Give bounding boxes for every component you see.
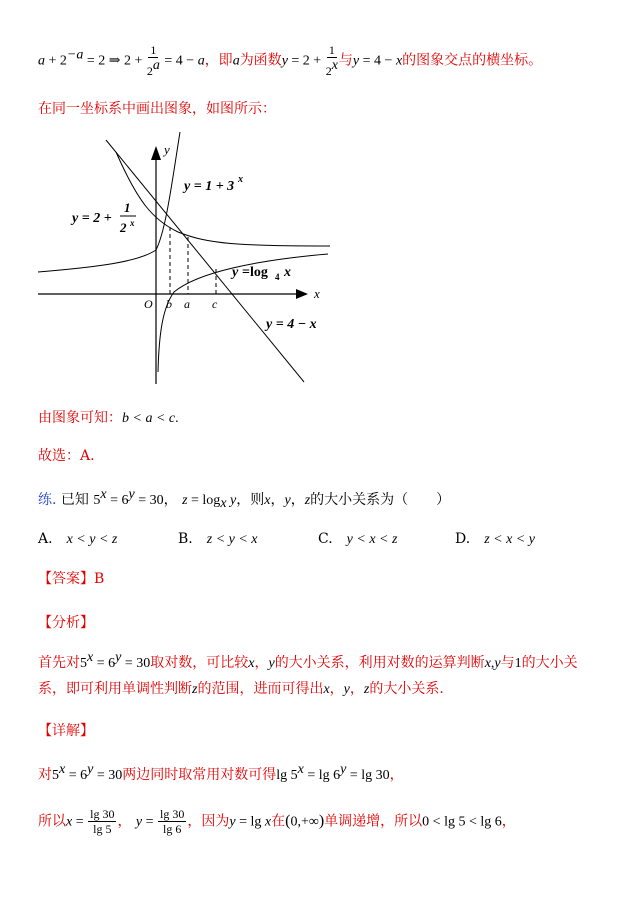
detail-text: 单调递增，所以 xyxy=(324,813,423,830)
tick-c-label: c xyxy=(212,297,218,311)
svg-text:y = 1 + 3: y = 1 + 3 xyxy=(184,179,235,194)
label-exp xyxy=(182,174,243,194)
option-letter: C. xyxy=(318,531,333,547)
derivation-line: $a + 2^{-a} = 2$ ⇒ 2 + $\frac{1}{2^a}$ = 4 − a，即a为函数y = 2 + $\frac{1}{2^x}$ 与y = 4 − x的图象交点的横坐标。 xyxy=(38,43,543,78)
analysis-text: 首先对 xyxy=(38,655,80,671)
svg-text:x: x xyxy=(284,265,291,280)
option-expr: y < x < z xyxy=(346,532,398,547)
analysis-text: 系，即可利用单调性判断 xyxy=(38,681,192,697)
detail-text: 所以 xyxy=(38,813,66,830)
svg-text:y = 4 − x: y = 4 − x xyxy=(266,317,317,332)
label-log xyxy=(230,265,291,282)
label-line xyxy=(264,317,317,332)
svg-text:x: x xyxy=(238,174,243,185)
text-segment: ，即 xyxy=(204,52,233,69)
axis-x-label: x xyxy=(314,286,320,301)
analysis-label: 【分析】 xyxy=(38,615,94,631)
analysis-text: 的大小关系. xyxy=(369,681,444,697)
svg-text:4: 4 xyxy=(275,272,280,282)
conclusion-line: 由图象可知：b < a < c. xyxy=(38,410,179,426)
text-segment: 为函数 xyxy=(239,52,282,69)
label-frac xyxy=(70,200,136,235)
tick-b-label: b xyxy=(166,297,172,311)
detail-line-1: 对$5^x = 6^y = 30$两边同时取常用对数可得$\lg 5^x = \lg 6^y = \lg 30$， xyxy=(38,762,404,783)
analysis-text: 取对数，可比较 xyxy=(150,655,249,671)
tick-a-label: a xyxy=(184,297,190,311)
svg-text:x: x xyxy=(130,218,135,228)
svg-text:=log: =log xyxy=(242,265,268,280)
option-expr: x < y < z xyxy=(66,532,118,547)
analysis-text: 与 xyxy=(500,655,515,671)
analysis-line-1: 首先对$5^x = 6^y = 30$取对数，可比较x，y的大小关系，利用对数的运算判断x,y与1的大小关 xyxy=(38,650,578,671)
option-a[interactable] xyxy=(38,528,117,548)
detail-text: 在 xyxy=(271,813,286,830)
exercise-text: ，则 xyxy=(236,492,265,508)
axis-y-label: y xyxy=(164,142,170,157)
analysis-text: 的大小关 xyxy=(521,655,578,671)
inequality: b < a < c xyxy=(122,411,176,426)
exercise-text: 已知 xyxy=(60,492,89,508)
option-letter: D. xyxy=(455,531,471,547)
analysis-text: 的大小关系，利用对数的运算判断 xyxy=(274,655,485,671)
answer-label: 【答案】B xyxy=(38,571,105,587)
detail-text: 两边同时取常用对数可得 xyxy=(122,767,277,783)
option-letter: A. xyxy=(38,531,53,547)
exercise-line: 练. 已知 $5^x = 6^y = 30$， $z = \log_x y$，则x，y，z的大小关系为（ ） xyxy=(38,487,451,511)
svg-text:y = 2 +: y = 2 + xyxy=(72,211,112,226)
option-expr: z < x < y xyxy=(484,532,535,547)
svg-text:y: y xyxy=(232,265,239,280)
text-segment: 的图象交点的横坐标。 xyxy=(402,52,543,69)
detail-line-2: 所以x = $\frac{\lg 30}{\lg 5}$ ， y = $\frac{\lg 30}{\lg 6}$ ，因为y = lg x在(0,+∞)单调递增，所以0 < lg 5 < lg 6， xyxy=(38,807,516,836)
option-c[interactable] xyxy=(318,528,397,548)
x-axis-arrow xyxy=(296,289,308,299)
choice-line: 故选：A. xyxy=(38,448,95,464)
curve-exp xyxy=(38,132,180,272)
option-b[interactable] xyxy=(178,528,258,548)
analysis-line-2: 系，即可利用单调性判断z的范围，进而可得出x，y，z的大小关系. xyxy=(38,681,444,697)
curve-frac xyxy=(116,152,330,246)
conclusion-text: 由图象可知： xyxy=(38,410,122,426)
function-graph xyxy=(38,132,338,384)
y-axis-arrow xyxy=(151,146,161,160)
line-decreasing xyxy=(106,140,304,382)
option-d[interactable] xyxy=(455,528,535,548)
graph-intro: 在同一坐标系中画出图象，如图所示： xyxy=(38,101,276,117)
svg-text:2: 2 xyxy=(120,220,127,235)
option-expr: z < y < x xyxy=(206,532,258,547)
detail-text: 因为 xyxy=(201,813,230,830)
detail-text: 对 xyxy=(38,767,52,783)
exercise-prefix: 练. xyxy=(38,492,57,508)
option-letter: B. xyxy=(178,531,193,547)
svg-text:1: 1 xyxy=(124,200,131,215)
text-segment: 与 xyxy=(338,52,353,69)
origin-label: O xyxy=(144,297,153,311)
analysis-text: 的范围，进而可得出 xyxy=(197,681,324,697)
detail-label: 【详解】 xyxy=(38,723,94,739)
exercise-text: 的大小关系为（ ） xyxy=(310,492,451,508)
